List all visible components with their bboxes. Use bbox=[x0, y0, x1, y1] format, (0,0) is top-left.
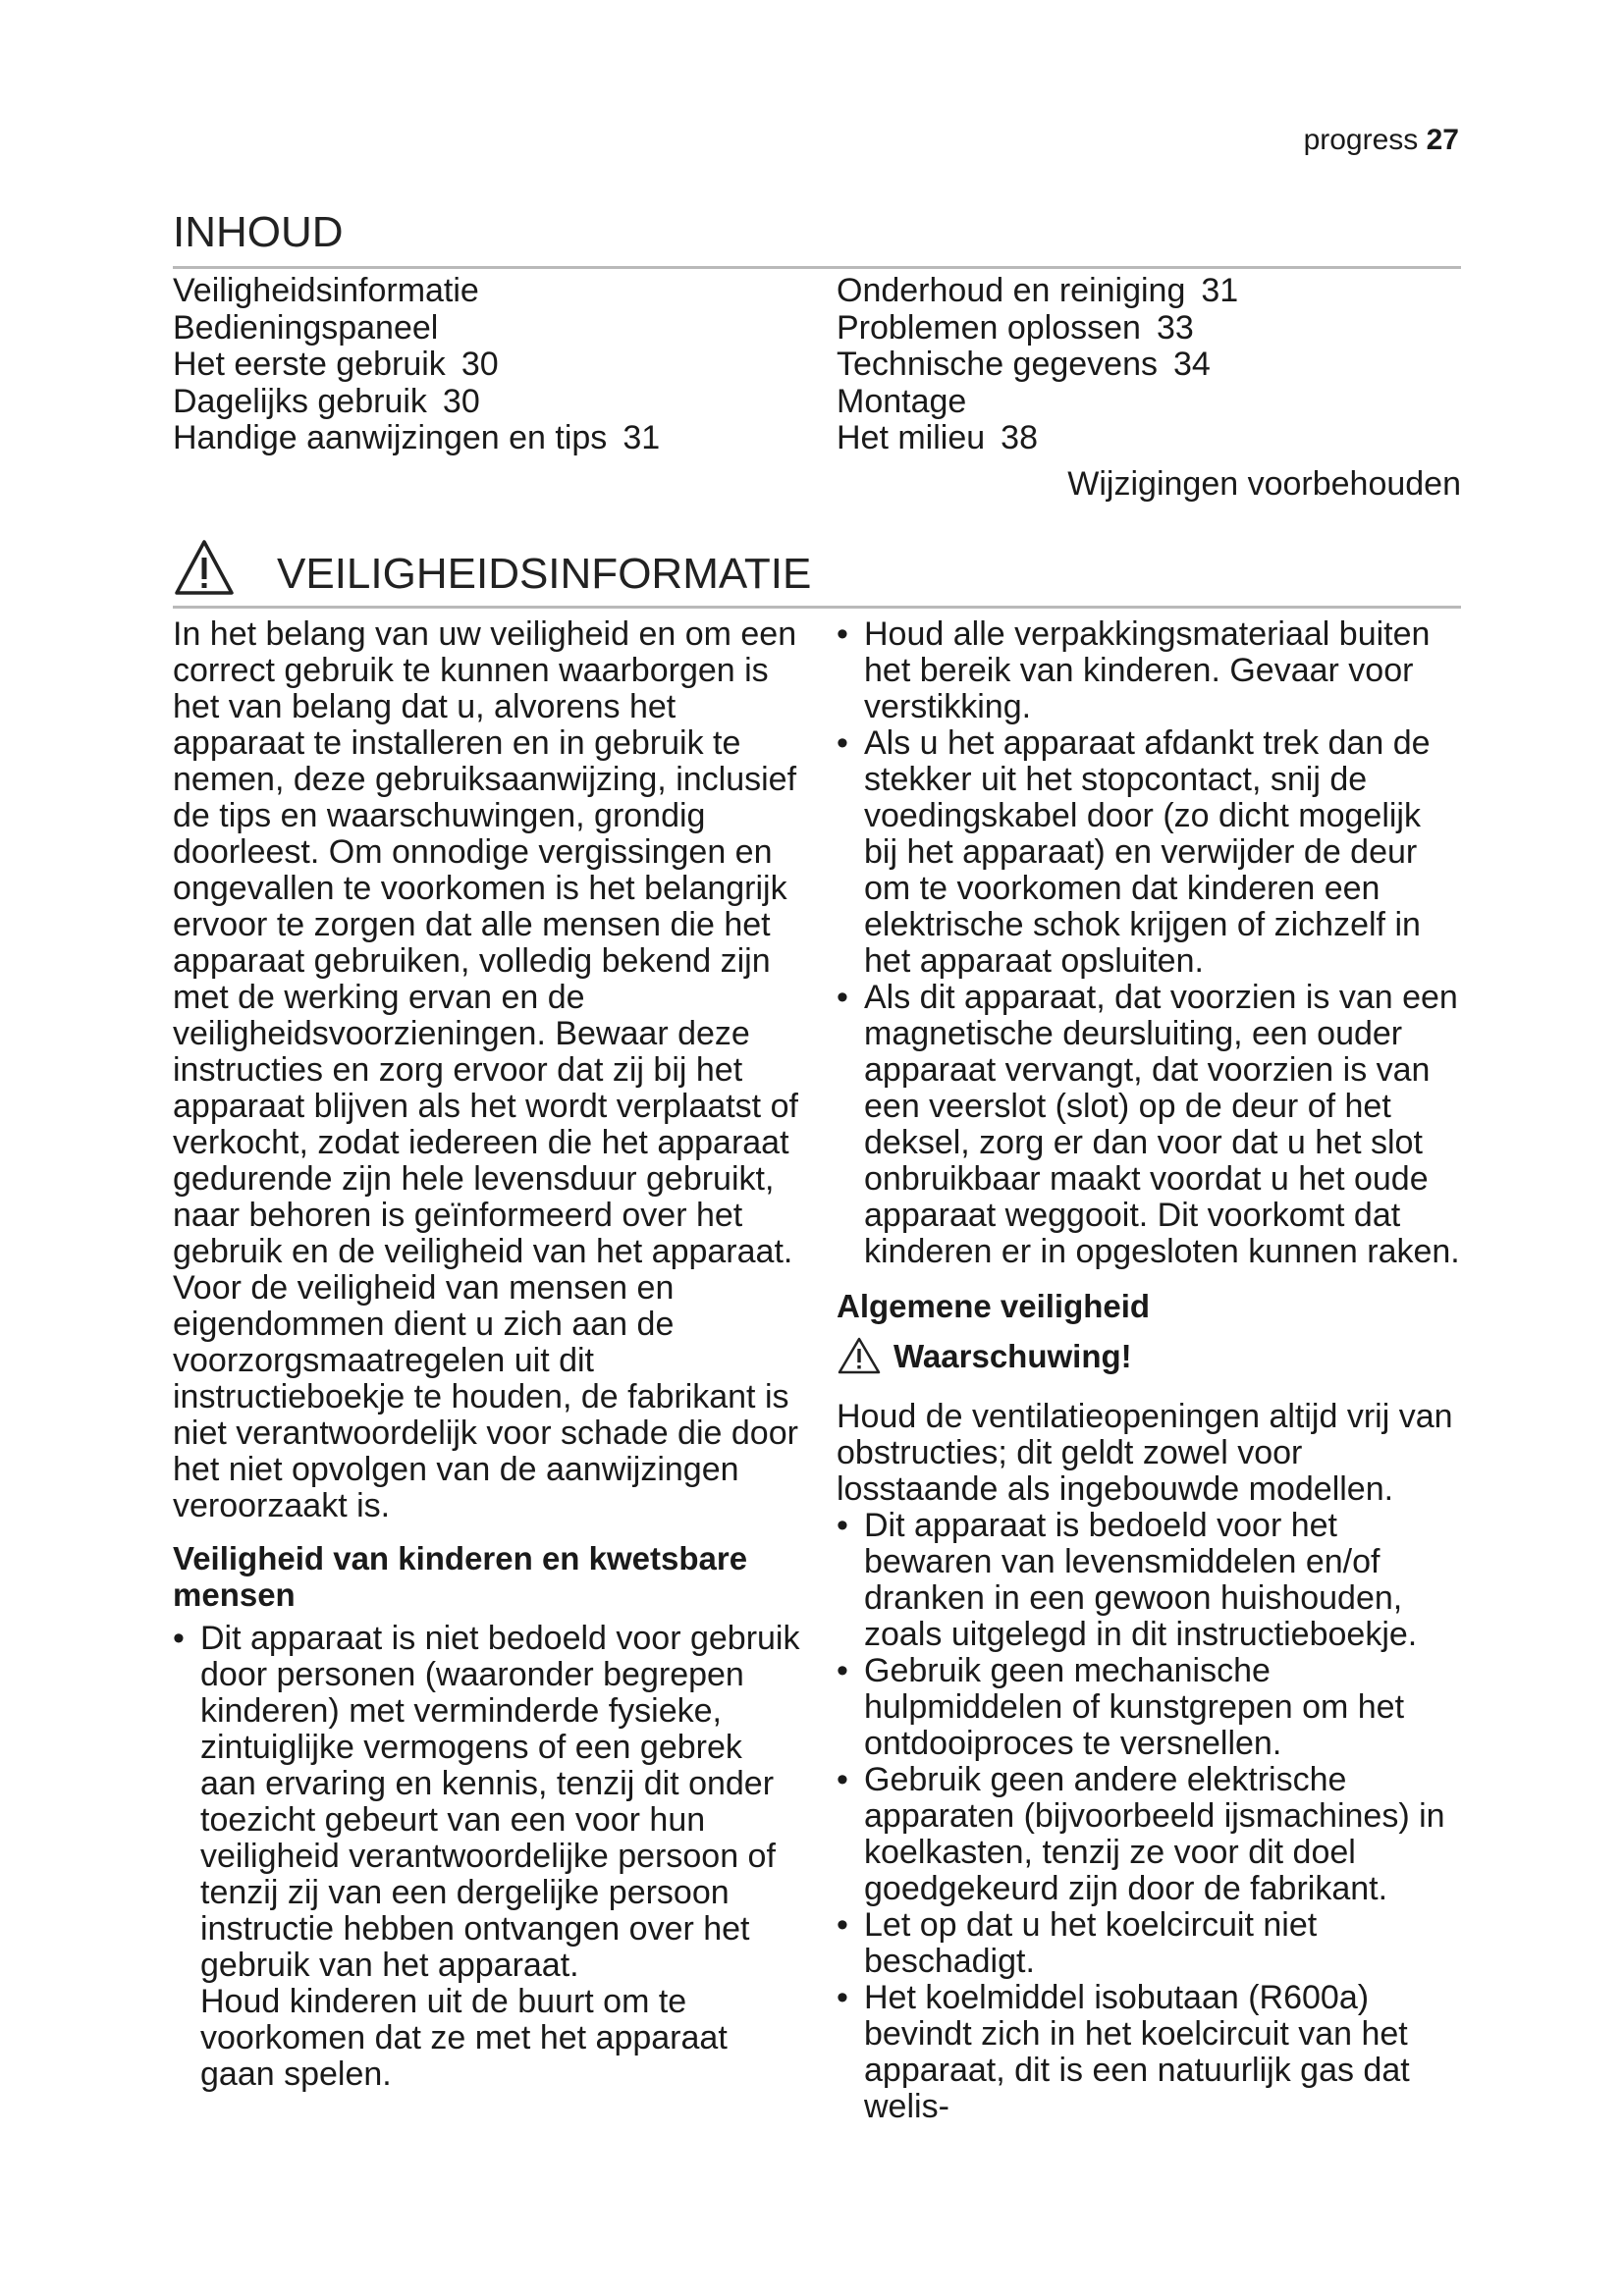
toc-divider bbox=[173, 266, 1461, 269]
safety-divider bbox=[173, 606, 1461, 609]
warning-label: Waarschuwing! bbox=[893, 1337, 1132, 1374]
list-item: • Dit apparaat is niet bedoeld voor gebruik door personen (waaronder begrepen kinderen) met verminderde fysieke, zintuiglijke vermogens of een gebrek aan ervaring en kennis, tenzij dit onder toezicht gebeurt van een voor hun veiligheid verantwoordelijke persoon of tenzij zij van een dergelijke persoon instructie hebben ontvangen over het gebruik van het apparaat. Houd kinderen uit de buurt om te voorkomen dat ze met het apparaat gaan spelen. bbox=[173, 1621, 803, 2093]
toc-entry[interactable]: Onderhoud en reiniging 31 bbox=[837, 272, 1239, 309]
toc-entry[interactable]: Technische gegevens 34 bbox=[837, 346, 1211, 383]
intro-paragraph: In het belang van uw veiligheid en om een correct gebruik te kunnen waarborgen is het van belang dat u, alvorens het apparaat te installeren en in gebruik te nemen, deze gebruiksaanwijzing, inclusief de tips en waarschuwingen, grondig doorleest. Om onnodige vergissingen en ongevallen te voorkomen is het belangrijk ervoor te zorgen dat alle mensen die het apparaat gebruiken, volledig bekend zijn met de werking ervan en de veiligheidsvoorzieningen. Bewaar deze instructies en zorg ervoor dat zij bij het apparaat blijven als het wordt verplaatst of verkocht, zodat iedereen die het apparaat gedurende zijn hele levensduur gebruikt, naar behoren is geïnformeerd over het gebruik en de veiligheid van het apparaat. bbox=[173, 615, 798, 1270]
list-item: • Let op dat u het koelcircuit niet beschadigt. bbox=[837, 1907, 1461, 1980]
children-safety-heading: Veiligheid van kinderen en kwetsbare mensen bbox=[173, 1540, 748, 1613]
toc-right-column bbox=[837, 273, 1238, 457]
toc-entry[interactable]: Dagelijks gebruik 30 bbox=[173, 382, 480, 420]
list-item: • Gebruik geen andere elektrische apparaten (bijvoorbeeld ijsmachines) in koelkasten, tenzij ze voor dit doel goedgekeurd zijn door de fabrikant. bbox=[837, 1762, 1461, 1907]
general-safety-list bbox=[837, 1508, 1461, 2125]
page-number: 27 bbox=[1426, 124, 1459, 156]
toc-entry[interactable]: Bedieningspaneel bbox=[173, 308, 439, 347]
brand-name: progress bbox=[1303, 124, 1419, 156]
warning-triangle-icon bbox=[173, 538, 236, 597]
warning-callout bbox=[837, 1336, 1461, 1375]
list-item: • Als dit apparaat, dat voorzien is van een magnetische deursluiting, een ouder apparaat vervangt, dat voorzien is van een veerslot (slot) op de deur of het deksel, zorg er dan voor dat u het slot onbruikbaar maakt voordat u het oude apparaat weggooit. Dit voorkomt dat kinderen er in opgesloten kunnen raken. bbox=[837, 980, 1461, 1270]
list-item: • Gebruik geen mechanische hulpmiddelen of kunstgrepen om het ontdooiproces te versnellen. bbox=[837, 1653, 1461, 1762]
toc-entry[interactable]: Problemen oplossen 33 bbox=[837, 308, 1194, 347]
toc-entry[interactable]: Veiligheidsinformatie bbox=[173, 272, 479, 309]
toc-entry[interactable]: Montage bbox=[837, 382, 967, 420]
toc-entry[interactable]: Handige aanwijzingen en tips 31 bbox=[173, 419, 661, 456]
list-item: • Als u het apparaat afdankt trek dan de stekker uit het stopcontact, snij de voedingskabel door (zo dicht mogelijk bij het apparaat) en verwijder de deur om te voorkomen dat kinderen een elektrische schok krijgen of zichzelf in het apparaat opsluiten. bbox=[837, 725, 1461, 980]
toc-entry[interactable]: Het milieu 38 bbox=[837, 419, 1038, 456]
list-item: • Dit apparaat is bedoeld voor het bewaren van levensmiddelen en/of dranken in een gewoon huishouden, zoals uitgelegd in dit instructieboekje. bbox=[837, 1508, 1461, 1653]
safety-left-column bbox=[173, 616, 803, 2093]
children-safety-list bbox=[173, 1621, 803, 2093]
packaging-disposal-list bbox=[837, 616, 1461, 1270]
warning-triangle-icon bbox=[837, 1336, 882, 1375]
changes-note: Wijzigingen voorbehouden bbox=[1067, 465, 1461, 503]
safety-title: VEILIGHEIDSINFORMATIE bbox=[277, 550, 812, 598]
toc-title: INHOUD bbox=[173, 208, 344, 256]
list-item: • Het koelmiddel isobutaan (R600a) bevindt zich in het koelcircuit van het apparaat, dit is een natuurlijk gas dat welis- bbox=[837, 1980, 1461, 2125]
toc-entry[interactable]: Het eerste gebruik 30 bbox=[173, 346, 499, 383]
toc-left-column bbox=[173, 273, 660, 457]
safety-right-column bbox=[837, 616, 1461, 2125]
list-item: • Houd alle verpakkingsmateriaal buiten het bereik van kinderen. Gevaar voor verstikking. bbox=[837, 616, 1461, 725]
ventilation-warning-text: Houd de ventilatieopeningen altijd vrij van obstructies; dit geldt zowel voor losstaande als ingebouwde modellen. bbox=[837, 1398, 1453, 1508]
intro-paragraph: Voor de veiligheid van mensen en eigendommen dient u zich aan de voorzorgsmaatregelen uit dit instructieboekje te houden, de fabrikant is niet verantwoordelijk voor schade die door het niet opvolgen van de aanwijzingen veroorzaakt is. bbox=[173, 1269, 798, 1524]
general-safety-heading: Algemene veiligheid bbox=[837, 1288, 1151, 1324]
page-header bbox=[1304, 124, 1459, 157]
